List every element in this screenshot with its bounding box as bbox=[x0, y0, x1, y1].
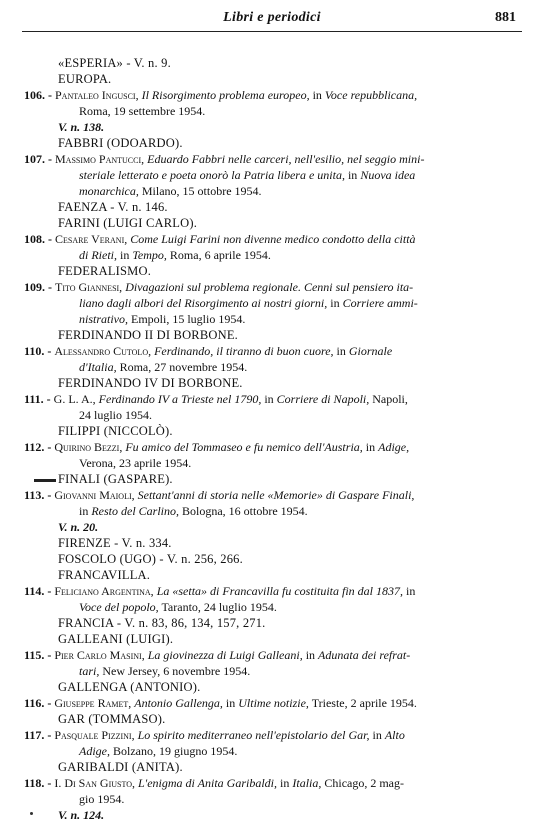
subject-heading bbox=[0, 631, 550, 647]
entry-continuation bbox=[0, 663, 550, 679]
heading-text: FRANCAVILLA. bbox=[58, 568, 151, 582]
entry-title: Settant'anni di storia nelle «Memorie» di Gaspare Finali, bbox=[137, 488, 415, 502]
continuation-title: steriale letterato e poeta onorò la Patria libera e unita, bbox=[79, 168, 345, 182]
subject-heading bbox=[0, 535, 550, 551]
entry-continuation bbox=[0, 311, 550, 327]
entry-author: Massimo Pantucci, bbox=[55, 152, 145, 166]
entry-continuation bbox=[0, 359, 550, 375]
entry-details: New Jersey, 6 novembre 1954. bbox=[99, 664, 251, 678]
entry-venue: di Rieti, bbox=[79, 248, 117, 262]
entry-connector: in bbox=[79, 504, 92, 518]
bibliography-entry bbox=[0, 151, 550, 167]
entry-title: Il Risorgimento problema europeo, bbox=[141, 88, 310, 102]
header-rule bbox=[22, 31, 522, 32]
heading-text: GARIBALDI (ANITA). bbox=[58, 760, 183, 774]
entry-connector: in bbox=[336, 344, 346, 358]
subject-heading bbox=[0, 55, 550, 71]
subject-heading bbox=[0, 327, 550, 343]
page-number: 881 bbox=[495, 10, 516, 25]
continuation-text: Verona, 23 aprile 1954. bbox=[79, 456, 192, 470]
reference-text: V. n. 124. bbox=[58, 808, 105, 822]
subject-heading bbox=[0, 759, 550, 775]
entry-details: Napoli, bbox=[369, 392, 408, 406]
entry-number: 116. - bbox=[24, 696, 52, 710]
entry-author: I. Di San Giusto, bbox=[54, 776, 135, 790]
bibliography-entry bbox=[0, 343, 550, 359]
continuation-text: gio 1954. bbox=[79, 792, 125, 806]
heading-text: EUROPA. bbox=[58, 72, 112, 86]
subject-heading bbox=[0, 135, 550, 151]
entry-author: Pasquale Pizzini, bbox=[54, 728, 135, 742]
entry-title: Come Luigi Farini non divenne medico condotto della città bbox=[130, 232, 416, 246]
bibliography-entry bbox=[0, 231, 550, 247]
entry-title: Ferdinando IV a Trieste nel 1790, bbox=[98, 392, 262, 406]
entry-number: 107. - bbox=[24, 152, 52, 166]
cross-reference bbox=[0, 807, 550, 823]
entry-venue: Alto bbox=[384, 728, 405, 742]
entry-number: 115. - bbox=[24, 648, 52, 662]
entry-venue: nistrativo, bbox=[79, 312, 129, 326]
entry-connector: in bbox=[305, 648, 316, 662]
subject-heading bbox=[0, 679, 550, 695]
entry-author: Cesare Verani, bbox=[55, 232, 128, 246]
entry-venue: Tempo, bbox=[132, 248, 167, 262]
entry-venue: Italia, bbox=[292, 776, 322, 790]
entry-details: in bbox=[117, 248, 133, 262]
entry-venue: tari, bbox=[79, 664, 100, 678]
entry-continuation bbox=[0, 103, 550, 119]
entry-connector: in bbox=[312, 88, 322, 102]
subject-heading bbox=[0, 551, 550, 567]
entry-venue: Adige, bbox=[79, 744, 110, 758]
bibliography-entry bbox=[0, 391, 550, 407]
entry-venue: d'Italia, bbox=[79, 360, 117, 374]
entry-connector: in bbox=[327, 296, 343, 310]
heading-text: GALLENGA (ANTONIO). bbox=[58, 680, 201, 694]
entry-author: Alessandro Cutolo, bbox=[54, 344, 152, 358]
subject-heading bbox=[0, 711, 550, 727]
margin-mark bbox=[34, 479, 56, 482]
entry-connector: in bbox=[280, 776, 290, 790]
heading-text: FARINI (LUIGI CARLO). bbox=[58, 216, 198, 230]
entry-continuation bbox=[0, 183, 550, 199]
heading-text: FAENZA - V. n. 146. bbox=[58, 200, 168, 214]
entry-venue: Nuova idea bbox=[360, 168, 416, 182]
entry-venue: Ultime notizie, bbox=[238, 696, 309, 710]
cross-reference bbox=[0, 519, 550, 535]
heading-text: FERDINANDO II DI BORBONE. bbox=[58, 328, 238, 342]
heading-text: FINALI (GASPARE). bbox=[58, 472, 173, 486]
heading-text: «ESPERIA» - V. n. 9. bbox=[58, 56, 171, 70]
heading-text: FRANCIA - V. n. 83, 86, 134, 157, 271. bbox=[58, 616, 266, 630]
bibliography-entry bbox=[0, 439, 550, 455]
bibliography-list bbox=[0, 55, 550, 823]
bibliography-entry bbox=[0, 695, 550, 711]
page-header bbox=[22, 10, 522, 32]
entry-venue: Resto del Carlino, bbox=[91, 504, 180, 518]
running-title: Libri e periodici bbox=[223, 10, 321, 25]
entry-connector: in bbox=[344, 168, 361, 182]
heading-text: FOSCOLO (UGO) - V. n. 256, 266. bbox=[58, 552, 243, 566]
entry-number: 118. - bbox=[24, 776, 52, 790]
heading-text: FILIPPI (NICCOLÒ). bbox=[58, 424, 173, 438]
subject-heading bbox=[0, 71, 550, 87]
entry-continuation bbox=[0, 599, 550, 615]
entry-continuation bbox=[0, 407, 550, 423]
entry-number: 113. - bbox=[24, 488, 52, 502]
entry-title: Ferdinando, il tiranno di buon cuore, bbox=[154, 344, 334, 358]
entry-venue: Giornale bbox=[348, 344, 393, 358]
entry-continuation bbox=[0, 743, 550, 759]
entry-continuation bbox=[0, 455, 550, 471]
entry-author: Pantaleo Ingusci, bbox=[55, 88, 139, 102]
entry-venue: Corriere di Napoli, bbox=[276, 392, 370, 406]
bibliography-entry bbox=[0, 727, 550, 743]
subject-heading bbox=[0, 199, 550, 215]
entry-details: Empoli, 15 luglio 1954. bbox=[128, 312, 246, 326]
reference-text: V. n. 20. bbox=[58, 520, 99, 534]
entry-number: 109. - bbox=[24, 280, 52, 294]
bibliography-entry bbox=[0, 583, 550, 599]
heading-text: GALLEANI (LUIGI). bbox=[58, 632, 174, 646]
subject-heading bbox=[0, 215, 550, 231]
bibliography-entry bbox=[0, 647, 550, 663]
entry-venue: Adige, bbox=[378, 440, 410, 454]
entry-continuation bbox=[0, 247, 550, 263]
entry-title: Divagazioni sul problema regionale. Cenni sul pensiero ita- bbox=[125, 280, 414, 294]
entry-connector: in bbox=[225, 696, 236, 710]
entry-details: Roma, 27 novembre 1954. bbox=[116, 360, 248, 374]
heading-text: FIRENZE - V. n. 334. bbox=[58, 536, 172, 550]
continuation-text: 24 luglio 1954. bbox=[79, 408, 153, 422]
entry-author: Quirino Bezzi, bbox=[54, 440, 123, 454]
entry-connector: in bbox=[372, 728, 382, 742]
heading-text: FABBRI (ODOARDO). bbox=[58, 136, 183, 150]
entry-venue: Corriere ammi- bbox=[342, 296, 418, 310]
ink-dot bbox=[30, 812, 33, 815]
entry-title: Antonio Gallenga, bbox=[134, 696, 223, 710]
entry-details: Milano, 15 ottobre 1954. bbox=[138, 184, 262, 198]
entry-author: Feliciano Argentina, bbox=[54, 584, 154, 598]
cross-reference bbox=[0, 119, 550, 135]
bibliography-entry bbox=[0, 87, 550, 103]
entry-number: 117. - bbox=[24, 728, 52, 742]
entry-continuation bbox=[0, 167, 550, 183]
subject-heading bbox=[0, 567, 550, 583]
entry-number: 108. - bbox=[24, 232, 52, 246]
entry-title: La giovinezza di Luigi Galleani, bbox=[147, 648, 303, 662]
entry-title: Eduardo Fabbri nelle carceri, nell'esilio, nel seggio mini- bbox=[147, 152, 425, 166]
entry-details: Bologna, 16 ottobre 1954. bbox=[179, 504, 308, 518]
heading-text: FERDINANDO IV DI BORBONE. bbox=[58, 376, 243, 390]
entry-number: 111. - bbox=[24, 392, 51, 406]
entry-title: Lo spirito mediterraneo nell'epistolario del Gar, bbox=[137, 728, 370, 742]
entry-details: Taranto, 24 luglio 1954. bbox=[158, 600, 277, 614]
subject-heading bbox=[0, 375, 550, 391]
entry-title: Fu amico del Tommaseo e fu nemico dell'Austria, bbox=[125, 440, 363, 454]
continuation-title: liano dagli albori del Risorgimento ai nostri giorni, bbox=[79, 296, 328, 310]
entry-author: Giuseppe Ramet, bbox=[54, 696, 132, 710]
bibliography-entry bbox=[0, 279, 550, 295]
entry-author: Pier Carlo Masini, bbox=[54, 648, 145, 662]
entry-details: Chicago, 2 mag- bbox=[321, 776, 405, 790]
bibliography-entry bbox=[0, 487, 550, 503]
entry-details: Bolzano, 19 giugno 1954. bbox=[110, 744, 238, 758]
subject-heading bbox=[0, 263, 550, 279]
entry-venue: Voce repubblicana, bbox=[324, 88, 418, 102]
reference-text: V. n. 138. bbox=[58, 120, 105, 134]
entry-continuation bbox=[0, 295, 550, 311]
entry-connector: in bbox=[406, 584, 416, 598]
entry-author: Tito Giannesi, bbox=[55, 280, 123, 294]
entry-number: 106. - bbox=[24, 88, 52, 102]
entry-connector: in bbox=[365, 440, 376, 454]
entry-number: 110. - bbox=[24, 344, 52, 358]
entry-venue: Voce del popolo, bbox=[79, 600, 159, 614]
subject-heading bbox=[0, 423, 550, 439]
heading-text: GAR (TOMMASO). bbox=[58, 712, 166, 726]
entry-continuation bbox=[0, 791, 550, 807]
subject-heading bbox=[0, 471, 550, 487]
entry-connector: in bbox=[264, 392, 274, 406]
bibliography-entry bbox=[0, 775, 550, 791]
heading-text: FEDERALISMO. bbox=[58, 264, 152, 278]
entry-details: Trieste, 2 aprile 1954. bbox=[308, 696, 417, 710]
subject-heading bbox=[0, 615, 550, 631]
continuation-text: Roma, 19 settembre 1954. bbox=[79, 104, 206, 118]
entry-details: Roma, 6 aprile 1954. bbox=[166, 248, 271, 262]
entry-venue: monarchica, bbox=[79, 184, 139, 198]
entry-author: G. L. A., bbox=[53, 392, 96, 406]
entry-number: 112. - bbox=[24, 440, 52, 454]
entry-title: L'enigma di Anita Garibaldi, bbox=[137, 776, 278, 790]
entry-author: Giovanni Maioli, bbox=[54, 488, 135, 502]
entry-number: 114. - bbox=[24, 584, 52, 598]
entry-venue: Adunata dei refrat- bbox=[318, 648, 411, 662]
entry-title: La «setta» di Francavilla fu costituita fin dal 1837, bbox=[156, 584, 404, 598]
entry-continuation bbox=[0, 503, 550, 519]
